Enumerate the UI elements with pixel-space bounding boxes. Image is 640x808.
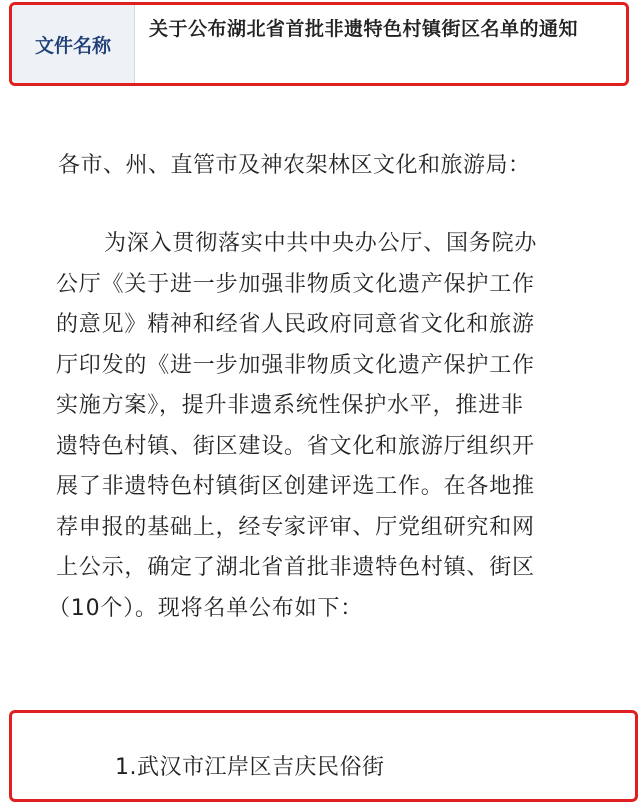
body-line: 展了非遗特色村镇街区创建评选工作。在各地推 [56,474,535,499]
document-title-box [9,2,629,86]
body-line: 的意见》精神和经省人民政府同意省文化和旅游 [56,312,535,337]
body-line: 公厅《关于进一步加强非物质文化遗产保护工作 [56,271,535,297]
body-line: 厅印发的《进一步加强非物质文化遗产保护工作 [56,352,535,378]
document-title: 关于公布湖北省首批非遗特色村镇街区名单的通知 [149,18,579,40]
body-line: （10个）。现将名单公布如下： [48,595,363,621]
body-line: 遗特色村镇、街区建设。省文化和旅游厅组织开 [56,433,535,459]
body-line: 为深入贯彻落实中共中央办公厅、国务院办 [104,231,538,256]
body-line: 荐申报的基础上，经专家评审、厅党组研究和网 [56,514,535,540]
body-line: 实施方案》，提升非遗系统性保护水平，推进非 [56,393,524,418]
body-line: 上公示，确定了湖北省首批非遗特色村镇、街区 [56,555,535,580]
notice-body [48,224,586,629]
list-highlight-box [9,710,638,802]
salutation: 各市、州、直管市及神农架林区文化和旅游局： [58,153,531,178]
title-field-label: 文件名称 [12,5,135,83]
list-item: 1.武汉市江岸区吉庆民俗街 [115,755,385,780]
